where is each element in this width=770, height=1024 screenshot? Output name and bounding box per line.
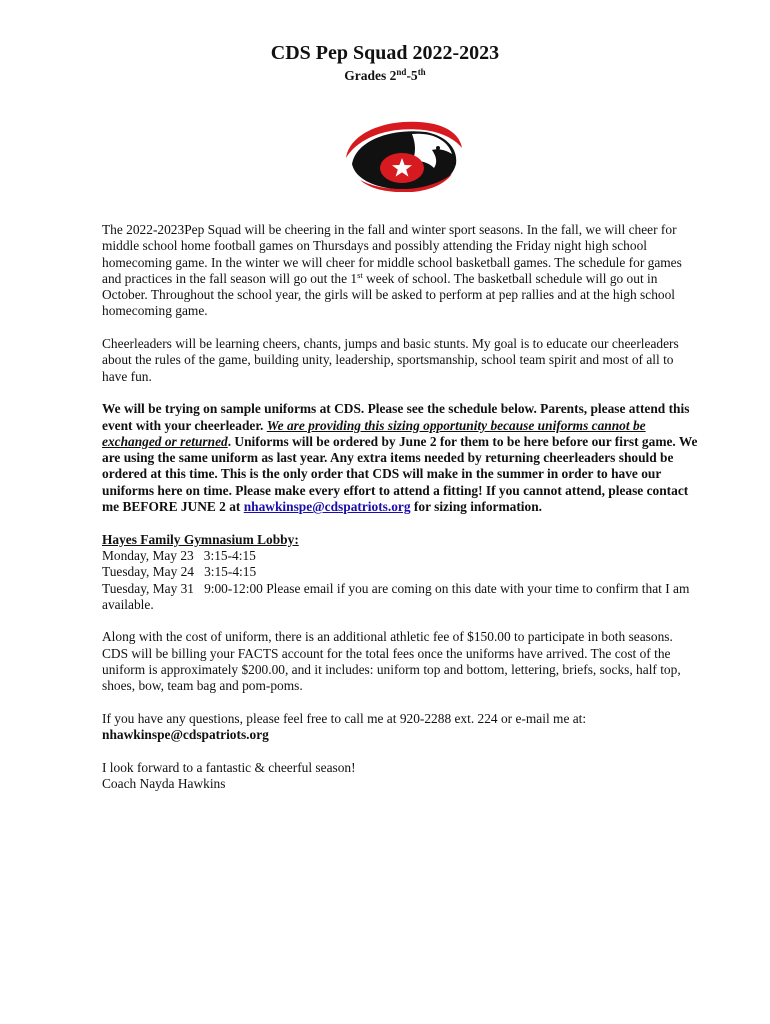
schedule-day: Monday, May 23 bbox=[102, 547, 194, 563]
schedule-time: 9:00-12:00 bbox=[204, 580, 263, 596]
grades-sup-th: th bbox=[417, 67, 426, 77]
uniforms-text-1: We will be trying on sample uniforms at CDS. Please see the schedule below. Parents, please attend this event with your cheerleader. bbox=[102, 401, 690, 433]
grades-subtitle bbox=[0, 66, 770, 86]
intro-sup-st: st bbox=[357, 269, 363, 280]
intro-text-1: The 2022-2023Pep Squad will be cheering in the fall and winter sport seasons. In the fall, we will cheer for middle school home football games on Thursdays and possibly attending the Friday night high school homecoming game. In the winter we will cheer for middle school basketball games. The schedule for games and practices in the fall season will go out the 1 bbox=[102, 222, 682, 286]
uniforms-text-3: for sizing information. bbox=[410, 499, 542, 515]
schedule-row bbox=[102, 581, 689, 612]
eagle-star-icon bbox=[342, 118, 464, 192]
intro-text-2: week of school. The basketball schedule will go out in October. Throughout the school year, the girls will be asked to perform at pep rallies and at the high school homecoming game. bbox=[102, 270, 676, 319]
schedule-block bbox=[102, 532, 702, 613]
paragraph-intro bbox=[102, 222, 702, 320]
closing-block bbox=[102, 760, 702, 793]
paragraph-uniforms bbox=[102, 401, 702, 515]
grades-mid: -5 bbox=[406, 68, 418, 83]
schedule-day: Tuesday, May 24 bbox=[102, 564, 195, 580]
contact-text: If you have any questions, please feel free to call me at 920-2288 ext. 224 or e-mail me at: bbox=[102, 710, 587, 726]
uniforms-emphasis: We are providing this sizing opportunity because uniforms cannot be exchanged or returned bbox=[102, 417, 646, 449]
paragraph-contact bbox=[102, 711, 702, 744]
schedule-day: Tuesday, May 31 bbox=[102, 580, 195, 596]
schedule-note: Please email if you are coming on this date with your time to confirm that I am available. bbox=[102, 580, 690, 612]
grades-prefix: Grades 2 bbox=[344, 68, 397, 83]
letter-body bbox=[102, 222, 702, 809]
grades-sup-nd: nd bbox=[396, 67, 407, 77]
email-link[interactable]: nhawkinspe@cdspatriots.org bbox=[243, 499, 411, 515]
contact-email: nhawkinspe@cdspatriots.org bbox=[102, 727, 269, 743]
page-title: CDS Pep Squad 2022-2023 bbox=[270, 42, 500, 64]
paragraph-fees: Along with the cost of uniform, there is an additional athletic fee of $150.00 to participate in both seasons. CDS will be billing your FACTS account for the total fees once the uniforms have arrived. The cost of the uniform is approximately $200.00, and it includes: uniform top and bottom, lettering, briefs, socks, half top, shoes, bow, team bag and pom-poms. bbox=[102, 629, 681, 694]
schedule-row bbox=[102, 564, 256, 579]
signature-name: Coach Nayda Hawkins bbox=[102, 776, 226, 792]
uniforms-text-2: . Uniforms will be ordered by June 2 for them to be here before our first game. We are using the same uniform as last year. Any extra items needed by returning cheerleaders should be ordered at this time. This is the only order that CDS will make in the summer in order to have our uniforms here on time. Please make every effort to attend a fitting! If you cannot attend, please contact me BEFORE JUNE 2 at bbox=[102, 433, 698, 515]
schedule-row bbox=[102, 548, 256, 563]
closing-line: I look forward to a fantastic & cheerful season! bbox=[102, 759, 356, 775]
paragraph-goals: Cheerleaders will be learning cheers, chants, jumps and basic stunts. My goal is to educate our cheerleaders about the rules of the game, building unity, leadership, sportsmanship, school team spirit and most of all to have fun. bbox=[102, 336, 679, 384]
schedule-heading: Hayes Family Gymnasium Lobby: bbox=[102, 531, 299, 547]
schedule-time: 3:15-4:15 bbox=[203, 547, 256, 563]
schedule-time: 3:15-4:15 bbox=[204, 564, 257, 580]
